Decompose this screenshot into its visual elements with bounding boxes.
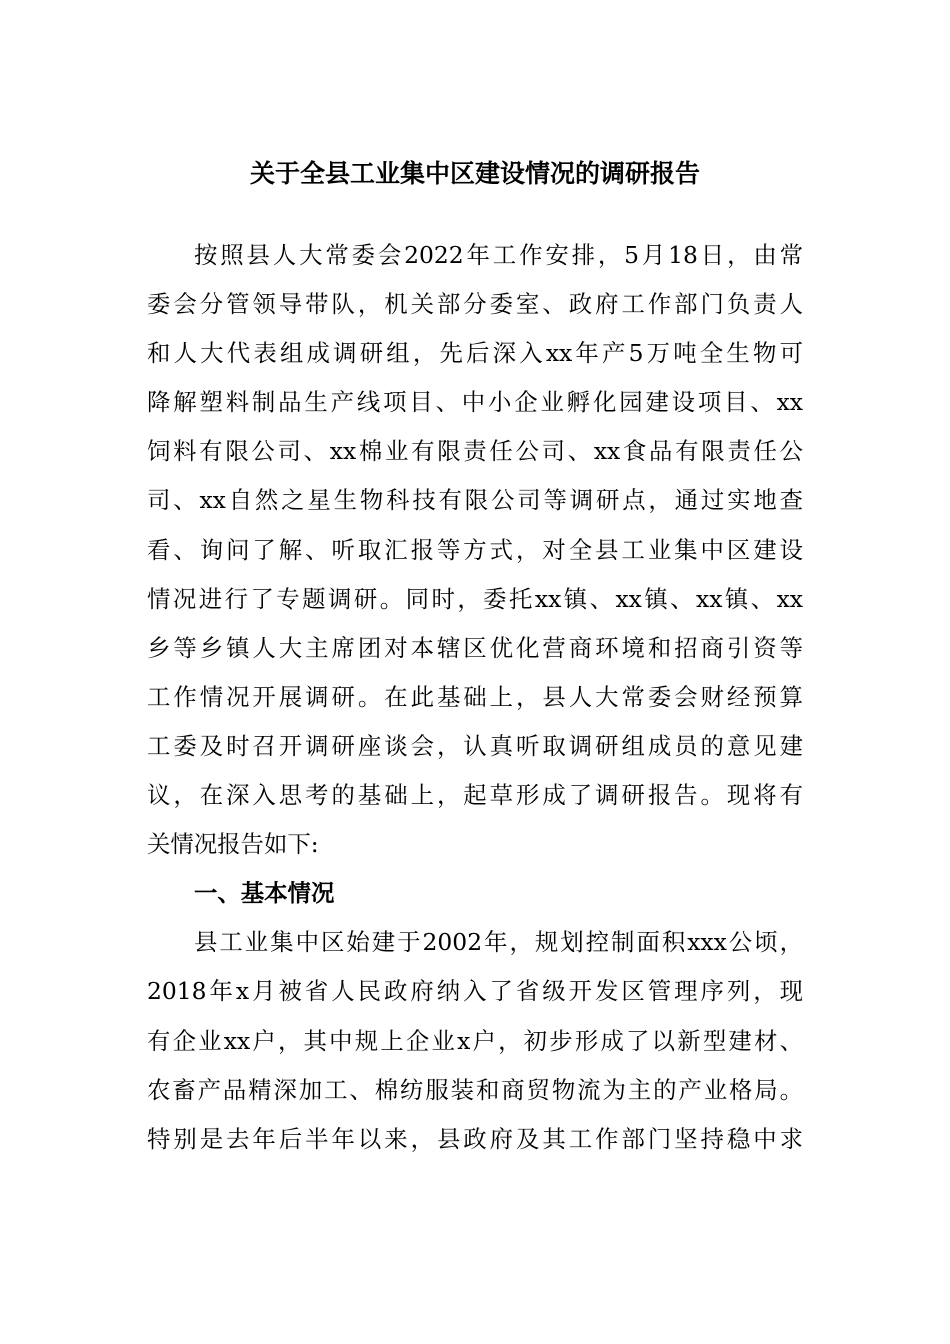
paragraph-1-line: 工委及时召开调研座谈会，认真听取调研组成员的意见建	[147, 731, 803, 760]
paragraph-1-line: 情况进行了专题调研。同时，委托xx镇、xx镇、xx镇、xx	[147, 584, 803, 613]
paragraph-2-line: 县工业集中区始建于2002年，规划控制面积xxx公顷，	[194, 928, 803, 957]
section-heading: 一、基本情况	[194, 879, 335, 908]
paragraph-1-line: 工作情况开展调研。在此基础上，县人大常委会财经预算	[147, 682, 803, 711]
paragraph-1-line: 看、询问了解、听取汇报等方式，对全县工业集中区建设	[147, 535, 803, 564]
paragraph-2-line: 有企业xx户，其中规上企业x户，初步形成了以新型建材、	[147, 1026, 803, 1055]
paragraph-2-line: 2018年x月被省人民政府纳入了省级开发区管理序列，现	[147, 977, 803, 1006]
paragraph-1-line: 关情况报告如下:	[147, 830, 319, 859]
document-title: 关于全县工业集中区建设情况的调研报告	[249, 159, 700, 188]
paragraph-1-line: 乡等乡镇人大主席团对本辖区优化营商环境和招商引资等	[147, 633, 803, 662]
paragraph-1-line: 委会分管领导带队，机关部分委室、政府工作部门负责人	[147, 290, 803, 319]
document-body	[147, 231, 803, 1164]
paragraph-1-line: 降解塑料制品生产线项目、中小企业孵化园建设项目、xx	[147, 388, 803, 417]
paragraph-2-line: 农畜产品精深加工、棉纺服装和商贸物流为主的产业格局。	[147, 1075, 803, 1104]
paragraph-1-line: 饲料有限公司、xx棉业有限责任公司、xx食品有限责任公	[147, 437, 803, 466]
paragraph-2-line: 特别是去年后半年以来，县政府及其工作部门坚持稳中求	[147, 1124, 803, 1153]
paragraph-1-line: 议，在深入思考的基础上，起草形成了调研报告。现将有	[147, 781, 803, 810]
paragraph-1-line: 和人大代表组成调研组，先后深入xx年产5万吨全生物可	[147, 339, 803, 368]
paragraph-1-line: 司、xx自然之星生物科技有限公司等调研点，通过实地查	[147, 486, 803, 515]
paragraph-1-line: 按照县人大常委会2022年工作安排，5月18日，由常	[194, 241, 803, 269]
